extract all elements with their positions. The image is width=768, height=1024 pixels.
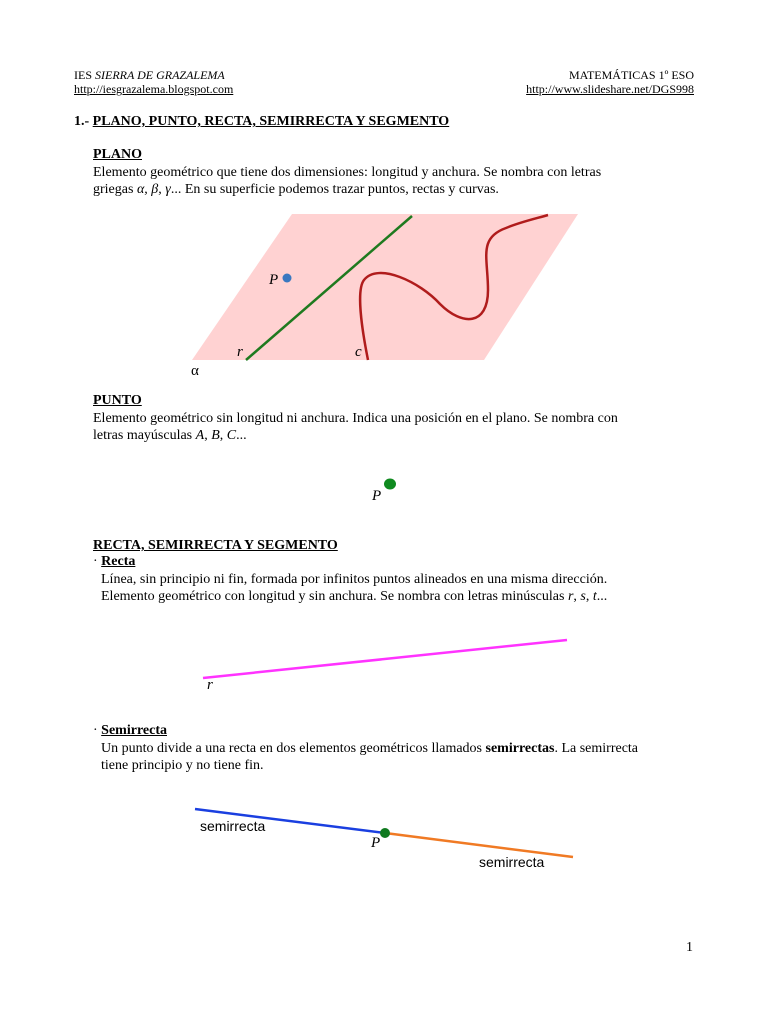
recta-title: Recta <box>101 554 136 569</box>
plano-heading: PLANO <box>93 147 142 162</box>
semirrecta-title: Semirrecta <box>101 723 167 738</box>
semirrecta-line2: tiene principio y no tiene fin. <box>101 758 264 773</box>
plano-line1: Elemento geométrico que tiene dos dimensiones: longitud y anchura. Se nombra con letras <box>93 165 602 180</box>
plano-line2-a: griegas <box>93 182 137 197</box>
punto-comma1: , <box>204 428 212 443</box>
school-url-link[interactable]: http://iesgrazalema.blogspot.com <box>74 82 234 96</box>
recta-bullet: · <box>93 554 102 569</box>
section-title-text: PLANO, PUNTO, RECTA, SEMIRRECTA Y SEGMENTO <box>92 114 450 129</box>
plane-curve-label: c <box>355 344 362 360</box>
punto-line2-a: letras mayúsculas <box>93 428 196 443</box>
section-number: 1.- <box>74 114 90 129</box>
punto-letter-b: B <box>211 428 220 443</box>
plane-point-label: P <box>269 272 279 288</box>
recta-line2-a: Elemento geométrico con longitud y sin anchura. Se nombra con letras minúsculas <box>101 589 568 604</box>
recta-comma1: , <box>573 589 581 604</box>
punto-comma2: , <box>219 428 227 443</box>
semirrecta-left-label: semirrecta <box>200 818 266 834</box>
recta-line-label: r <box>207 677 213 693</box>
semirrecta-line1-a: Un punto divide a una recta en dos elementos geométricos llamados <box>101 741 486 756</box>
school-prefix: IES <box>74 68 95 82</box>
plano-gamma: γ <box>165 182 171 197</box>
semirrecta-line1-b: . La semirrecta <box>554 741 639 756</box>
recta-letter-t: t <box>592 589 597 604</box>
plano-comma2: , <box>158 182 166 197</box>
plano-comma1: , <box>144 182 152 197</box>
page-number: 1 <box>686 940 693 955</box>
recta-letter-r: r <box>567 589 574 604</box>
semirrecta-point-label: P <box>371 835 381 851</box>
punto-line1: Elemento geométrico sin longitud ni anchura. Indica una posición en el plano. Se nombra con <box>93 411 618 426</box>
semirrecta-point <box>380 828 390 838</box>
school-name: SIERRA DE GRAZALEMA <box>95 68 225 82</box>
punto-point-label: P <box>372 488 382 504</box>
plano-line2-b: ... En su superficie podemos trazar puntos, rectas y curvas. <box>170 182 499 197</box>
subject-url-link[interactable]: http://www.slideshare.net/DGS998 <box>526 82 694 96</box>
recta-line2-b: ... <box>596 589 608 604</box>
punto-heading: PUNTO <box>93 393 142 408</box>
plano-alpha: α <box>136 182 145 197</box>
header-subject: MATEMÁTICAS 1º ESO <box>568 68 694 82</box>
recta-comma2: , <box>585 589 593 604</box>
punto-letter-a: A <box>195 428 205 443</box>
plane-alpha-label: α <box>191 363 199 379</box>
recta-letter-s: s <box>580 589 586 604</box>
rss-heading: RECTA, SEMIRRECTA Y SEGMENTO <box>93 538 338 553</box>
recta-line1: Línea, sin principio ni fin, formada por infinitos puntos alineados en una misma dirección. <box>101 572 608 587</box>
semirrecta-bold: semirrectas <box>485 741 555 756</box>
punto-line2-b: ... <box>236 428 247 443</box>
plano-beta: β <box>151 182 159 197</box>
plane-line-label: r <box>237 344 243 360</box>
punto-letter-c: C <box>226 428 237 443</box>
semirrecta-right-label: semirrecta <box>479 854 545 870</box>
semirrecta-bullet: · <box>93 723 102 738</box>
